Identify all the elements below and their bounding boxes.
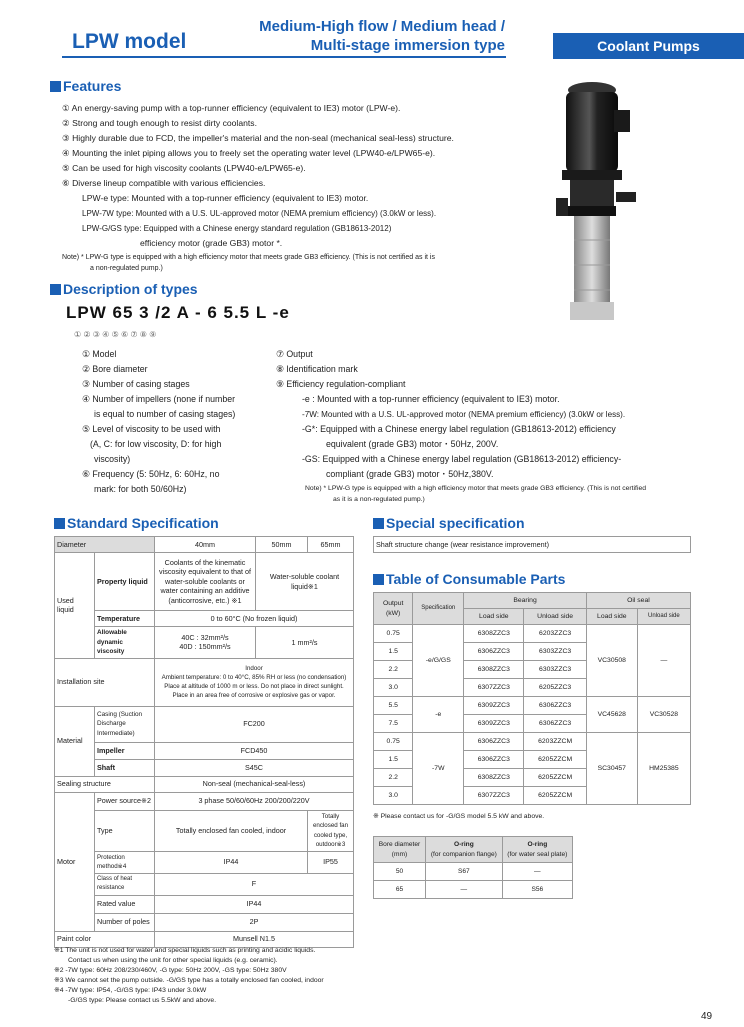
table-cell: LPW-e type: Mounted with a top-runner efficiency (equivalent to IE3) motor. (82, 193, 369, 203)
table-cell: S56 (502, 881, 572, 899)
table-cell: equivalent (grade GB3) motor・50Hz, 200V. (326, 439, 499, 449)
table-cell: Note) * LPW-G type is equipped with a high efficiency motor that meets grade GB3 efficiency. (This is not certified as it is (62, 254, 435, 261)
table-cell: Water-soluble coolant liquid※1 (256, 553, 354, 611)
table-cell: Power source※2 (95, 792, 155, 810)
table-cell: Load side (586, 609, 637, 625)
table-cell: Temperature (95, 611, 155, 627)
table-cell: Indoor (245, 665, 263, 672)
table-cell: Bore diameter (mm) (374, 837, 426, 863)
table-cell: Standard Specification (67, 515, 219, 531)
table-cell: Shaft structure change (wear resistance improvement) (374, 537, 691, 553)
table-cell: FC200 (155, 706, 354, 742)
table-cell: LPW-7W type: Mounted with a U.S. UL-approved motor (NEMA premium efficiency) (3.0kW or less). (82, 209, 437, 218)
table-cell: 6308ZZC3 (464, 769, 524, 787)
table-cell: 6205ZZCM (524, 769, 586, 787)
consumable-heading (373, 571, 565, 587)
table-cell: VC30528 (637, 697, 690, 733)
table-cell: Property liquid (95, 553, 155, 611)
table-cell: -e/G/GS (413, 625, 464, 697)
table-cell: ⑦ Output (276, 349, 313, 359)
table-cell: 6306ZZC3 (524, 715, 586, 733)
table-cell: 65 (374, 881, 426, 899)
table-cell: 6203ZZC3 (524, 625, 586, 643)
table-cell: Installation site (55, 658, 155, 706)
table-cell: 6308ZZC3 (464, 661, 524, 679)
std-spec-notes (54, 946, 374, 1006)
table-cell: 3.0 (374, 787, 413, 805)
consumable-table (373, 592, 691, 805)
table-cell: (A, C: for low viscosity, D: for high (90, 439, 222, 449)
types-left-list (82, 347, 262, 497)
table-cell: 50mm (256, 537, 308, 553)
table-cell: 1 mm²/s (256, 627, 354, 659)
table-cell: Rated value (95, 895, 155, 913)
table-cell: Motor (55, 792, 95, 931)
table-cell: ⑤ Can be used for high viscosity coolants (LPW40-e/LPW65-e). (62, 163, 306, 173)
table-cell: ④ Number of impellers (none if number (82, 394, 236, 404)
table-cell: compliant (grade GB3) motor・50Hz,380V. (326, 469, 494, 479)
page-title: LPW model (72, 30, 187, 53)
table-cell: -G*: Equipped with a Chinese energy label regulation (GB18613-2012) efficiency (302, 424, 616, 434)
table-cell: 40D : 150mm²/s (179, 642, 231, 652)
table-cell: -GS: Equipped with a Chinese energy label regulation (GB18613-2012) efficiency- (302, 454, 622, 464)
table-cell: Output (kW) (374, 593, 413, 625)
table-cell: -e (413, 697, 464, 733)
table-cell: 50 (374, 863, 426, 881)
table-cell: mark: for both 50/60Hz) (94, 484, 187, 494)
table-cell: Class of heat resistance (95, 873, 155, 895)
square-bullet-icon (50, 81, 61, 92)
table-cell: HM25385 (637, 733, 690, 805)
table-cell: IP55 (308, 851, 354, 873)
table-cell: 3.0 (374, 679, 413, 697)
table-cell: 2P (155, 913, 354, 931)
subtitle-line-1: Medium-High flow / Medium head / (259, 18, 505, 35)
table-cell: ⑥ Frequency (5: 50Hz, 6: 60Hz, no (82, 469, 220, 479)
table-cell: 6306ZZC3 (464, 643, 524, 661)
table-cell: ⑥ Diverse lineup compatible with various efficiencies. (62, 178, 266, 188)
table-cell: ② Strong and tough enough to resist dirty coolants. (62, 118, 257, 128)
table-cell: Description of types (63, 281, 198, 297)
special-spec-heading (373, 515, 525, 531)
table-cell: 5.5 (374, 697, 413, 715)
table-cell: a non-regulated pump.) (90, 265, 163, 272)
table-cell: 7.5 (374, 715, 413, 733)
types-right-list (276, 347, 696, 482)
table-cell: Features (63, 78, 122, 94)
table-cell: Munsell N1.5 (155, 931, 354, 947)
table-cell: Unload side (637, 609, 690, 625)
table-cell: IP44 (155, 895, 354, 913)
table-cell: 6306ZZC3 (464, 751, 524, 769)
table-cell: Note) * LPW-G type is equipped with a high efficiency motor that meets grade GB3 efficiency. (This is not certified (305, 485, 647, 492)
table-cell: Table of Consumable Parts (386, 571, 566, 587)
table-cell: Coolants of the kinematic viscosity equivalent to that of water-soluble coolants or water containing an additive (anticorrosive, etc.) ※1 (155, 553, 256, 611)
subtitle-line-2: Multi-stage immersion type (310, 37, 505, 54)
table-cell: 6309ZZC3 (464, 697, 524, 715)
table-cell: (for companion flange) (430, 850, 497, 858)
table-cell: F (155, 873, 354, 895)
square-bullet-icon (50, 284, 61, 295)
table-cell: Load side (464, 609, 524, 625)
table-cell: Shaft (95, 759, 155, 776)
page-number: 49 (701, 1011, 713, 1022)
table-cell: ※4 -7W type: IP54, -G/GS type: IP43 under 3.0kW (54, 987, 207, 994)
table-cell: ③ Highly durable due to FCD, the impeller's material and the non-seal (mechanical seal-less) structure. (62, 133, 454, 143)
table-cell: Totally enclosed fan cooled type, outdoor※3 (308, 810, 354, 851)
table-cell: 2.2 (374, 769, 413, 787)
table-cell: 2.2 (374, 661, 413, 679)
table-cell: S67 (426, 863, 503, 881)
table-cell: Non-seal (mechanical-seal-less) (155, 776, 354, 792)
table-cell: Place at altitude of 1000 m or less. Do not place in direct sunlight. (164, 683, 344, 690)
table-cell: S45C (155, 759, 354, 776)
table-cell: Diameter (55, 537, 155, 553)
special-spec-table (373, 536, 691, 553)
types-note (305, 483, 705, 505)
table-cell: efficiency motor (grade GB3) motor *. (140, 238, 283, 248)
std-spec-heading (54, 515, 219, 531)
table-cell: 1.5 (374, 643, 413, 661)
table-cell: 40C : 32mm²/s (181, 632, 229, 642)
table-cell: 6205ZZCM (524, 751, 586, 769)
table-cell: (for water seal plate) (507, 850, 568, 858)
table-cell: 40mm (155, 537, 256, 553)
table-cell: 6306ZZC3 (524, 697, 586, 715)
table-cell: as it is a non-regulated pump.) (333, 496, 425, 503)
table-cell: 0.75 (374, 733, 413, 751)
table-cell: ③ Number of casing stages (82, 379, 190, 389)
table-cell: O-ring (453, 841, 474, 848)
features-list (62, 101, 552, 251)
table-cell: 6205ZZC3 (524, 679, 586, 697)
square-bullet-icon (54, 518, 65, 529)
table-cell: Number of poles (95, 913, 155, 931)
pump-photo (552, 80, 692, 328)
table-cell: VC30508 (586, 625, 637, 697)
types-heading (50, 281, 198, 297)
page-subtitle (220, 17, 505, 55)
table-cell: 6307ZZC3 (464, 679, 524, 697)
type-code-markers: ① ② ③ ④ ⑤ ⑥ ⑦ ⑧ ⑨ (74, 330, 157, 339)
table-cell: ④ Mounting the inlet piping allows you to freely set the operating water level (LPW40-e/LPW65-e). (62, 148, 436, 158)
table-cell: SC30457 (586, 733, 637, 805)
table-cell: Specification (413, 593, 464, 625)
table-cell: LPW-G/GS type: Equipped with a Chinese energy standard regulation (GB18613-2012) (82, 224, 392, 233)
table-cell: — (502, 863, 572, 881)
header-rule (62, 56, 506, 58)
table-cell: Impeller (95, 742, 155, 759)
table-cell: ⑤ Level of viscosity to be used with (82, 424, 221, 434)
table-cell: 6306ZZC3 (464, 733, 524, 751)
table-cell: VC45628 (586, 697, 637, 733)
table-cell: 6308ZZC3 (464, 625, 524, 643)
table-cell: Sealing structure (55, 776, 155, 792)
table-cell: IP44 (155, 851, 308, 873)
table-cell: -7W (413, 733, 464, 805)
table-cell: Paint color (55, 931, 155, 947)
table-cell: 65mm (308, 537, 354, 553)
table-cell: Allowable dynamic viscosity (95, 627, 155, 659)
consumable-note: ※ Please contact us for -G/GS model 5.5 kW and above. (373, 813, 545, 820)
category-badge: Coolant Pumps (553, 33, 744, 59)
table-cell: Place in an area free of corrosive or explosive gas or vapor. (172, 692, 336, 699)
table-cell: viscosity) (94, 454, 131, 464)
table-cell: FCD450 (155, 742, 354, 759)
table-cell: ⑨ Efficiency regulation-compliant (276, 379, 406, 389)
square-bullet-icon (373, 574, 384, 585)
table-cell: ② Bore diameter (82, 364, 148, 374)
table-cell: -G/GS type: Please contact us 5.5kW and above. (68, 997, 217, 1004)
type-code: LPW 65 3 /2 A - 6 5.5 L -e (66, 303, 290, 322)
table-cell: 6309ZZC3 (464, 715, 524, 733)
table-cell: ⑧ Identification mark (276, 364, 358, 374)
oring-table (373, 836, 573, 899)
table-cell: Unload side (524, 609, 586, 625)
table-cell: ※3 We cannot set the pump outside. -G/GS type has a totally enclosed fan cooled, indoor (54, 977, 324, 984)
features-heading (50, 78, 121, 94)
table-cell: -e : Mounted with a top-runner efficiency (equivalent to IE3) motor. (302, 394, 560, 404)
table-cell: Protection method※4 (95, 851, 155, 873)
table-cell: Material (55, 706, 95, 776)
square-bullet-icon (373, 518, 384, 529)
table-cell: Used liquid (55, 553, 95, 659)
table-cell: — (426, 881, 503, 899)
table-cell: ① An energy-saving pump with a top-runner efficiency (equivalent to IE3) motor (LPW-e). (62, 103, 401, 113)
table-cell: 0.75 (374, 625, 413, 643)
table-cell: ※1 The unit is not used for water and special liquids such as printing and acidic liquids. (54, 947, 316, 954)
table-cell: 3 phase 50/60/60Hz 200/200/220V (155, 792, 354, 810)
table-cell: Bearing (464, 593, 587, 609)
table-cell: 6203ZZCM (524, 733, 586, 751)
table-cell: 6303ZZC3 (524, 643, 586, 661)
table-cell: 6205ZZCM (524, 787, 586, 805)
table-cell: 6303ZZC3 (524, 661, 586, 679)
table-cell: 6307ZZC3 (464, 787, 524, 805)
table-cell: ① Model (82, 349, 117, 359)
table-cell: Ambient temperature: 0 to 40°C, 85% RH or less (no condensation) (161, 674, 347, 681)
table-cell: — (637, 625, 690, 697)
standard-spec-table (54, 536, 354, 948)
table-cell: is equal to number of casing stages) (94, 409, 236, 419)
table-cell: 0 to 60°C (No frozen liquid) (155, 611, 354, 627)
table-cell: 1.5 (374, 751, 413, 769)
table-cell: Oil seal (586, 593, 690, 609)
table-cell: Contact us when using the unit for other special liquids (e.g. ceramic). (68, 957, 278, 964)
table-cell: -7W: Mounted with a U.S. UL-approved motor (NEMA premium efficiency) (3.0kW or less). (302, 410, 626, 419)
table-cell: Totally enclosed fan cooled, indoor (155, 810, 308, 851)
table-cell: O-ring (527, 841, 548, 848)
table-cell: Casing (Suction Discharge Intermediate) (95, 706, 155, 742)
table-cell: ※2 -7W type: 60Hz 208/230/460V, -G type: 50Hz 200V, -GS type: 50Hz 380V (54, 967, 287, 974)
features-note (62, 252, 552, 274)
table-cell: Type (95, 810, 155, 851)
table-cell: Special specification (386, 515, 525, 531)
